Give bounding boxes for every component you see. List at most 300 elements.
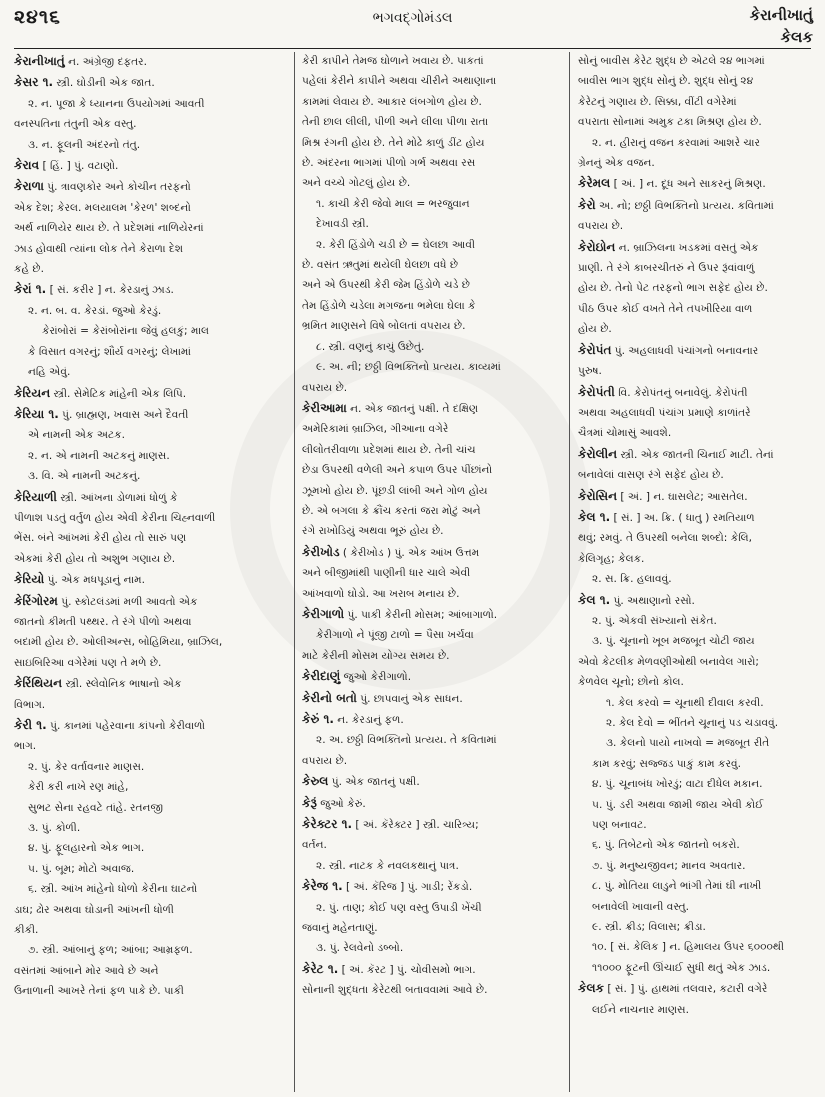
headword: કેરાળા — [14, 179, 44, 194]
entry-text: સ્ત્રી. ઘોડીની એક જાત. — [53, 77, 155, 90]
entry-line — [14, 613, 286, 632]
entry-line — [302, 605, 560, 625]
entry-text: લીલોતરીવાળા પ્રદેશમાં થાય છે. તેની ચાંચ — [302, 443, 476, 456]
entry-line — [14, 962, 286, 981]
entry-text: ૬. સ્ત્રી. આંખ માંહેનો ધોળો કેરીના ઘાટનો — [28, 883, 198, 896]
entry-text: છે. અંદરના ભાગમાં પીળો ગર્ભ અથવા રસ — [302, 157, 476, 170]
entry-text: અને બીજીમાંથી પાણીની ધાર ચાલે એવી — [302, 567, 471, 580]
entry-text: સ્ત્રી. સ્લેવોનિક ભાષાનો એક — [62, 678, 182, 691]
entry-line — [578, 134, 813, 153]
entry-line — [578, 424, 813, 443]
entry-text: વપરાતા સોનામાં અમુક ટકા મિશ્રણ હોય છે. — [578, 116, 762, 129]
entry-text: ૨. કેલ દેવો = ભીંતને ચૂનાનું પડ ચડાવવું. — [606, 717, 779, 729]
entry-line — [302, 379, 560, 398]
entry-line — [302, 710, 560, 730]
entry-text: પું. એક મધપૂડાનું નામ. — [44, 574, 145, 587]
entry-line — [302, 543, 560, 563]
entry-text: ૩. વિ. એ નામની અટકનું. — [28, 470, 141, 483]
entry-text: ૧૦. [ સં. કેલિક ] ન. હિમાલય ઉપર ૬૦૦૦થી — [592, 941, 784, 954]
entry-line — [302, 72, 560, 91]
entry-line — [578, 836, 813, 855]
entry-line — [578, 404, 813, 423]
entry-line — [14, 921, 286, 940]
entry-text: સ્ત્રી. આંખના ડોળામાં ધોળું કે — [56, 491, 178, 504]
entry-line — [302, 93, 560, 112]
entry-line — [578, 320, 813, 339]
headword: કેરાવ — [14, 158, 40, 173]
entry-line — [302, 276, 560, 295]
column-divider — [569, 52, 570, 1092]
entry-text: પીળાશ પડતું વર્તુળ હોય એવી કેરીના ચિહ્નવાળી — [14, 511, 216, 524]
entry-text: આંખવાળો ઘોડો. આ ખરાબ મનાય છે. — [302, 587, 460, 600]
entry-line — [578, 632, 813, 651]
headword: કેરિયન — [14, 385, 51, 400]
entry-line — [302, 195, 560, 214]
entry-text: ૨. અ. છઠ્ઠી વિભક્તિનો પ્રત્યય. તે કવિતામાં — [316, 734, 497, 747]
entry-line — [14, 880, 286, 899]
entry-line — [302, 815, 560, 835]
headword: કેરીનો બતો — [302, 690, 357, 705]
entry-text: [ સં. ] અ. ક્રિ. ( ધાતુ ) રમતિયાળ — [610, 511, 755, 524]
entry-text: ૮. સ્ત્રી. વણનું કાચું ઉછેતું. — [316, 340, 425, 353]
entry-text: ઝૂમખો હોય છે. પૂંછડી લાંબી અને ગોળ હોય — [302, 484, 488, 497]
entry-line — [302, 564, 560, 583]
entry-line — [14, 901, 286, 920]
entry-line — [578, 796, 813, 815]
entry-text: ૯. સ્ત્રી. ક્રીડ; વિલાસ; ક્રીડા. — [592, 921, 706, 934]
entry-text: ૨. સ. ક્રિ. હલાવવું. — [592, 573, 672, 586]
guide-word-first: કેરાનીખાતું — [749, 6, 813, 24]
entry-line — [302, 236, 560, 255]
entry-text: પું. બ્રાહ્મણ, ખવાસ અને દૈવતી — [58, 408, 189, 421]
entry-line — [14, 95, 286, 114]
entry-text: ચૈત્રમાં ચોમાસું આવશે. — [578, 427, 672, 440]
entry-text: ડાઘ; ઢોર અથવા ઘોડાની આંખની ધોળી — [14, 903, 174, 916]
entry-line — [578, 673, 813, 692]
entry-text: [ સં. કરીર ] ન. કેરડાનું ઝાડ. — [46, 284, 174, 297]
entry-line — [578, 466, 813, 485]
entry-line — [302, 939, 560, 958]
entry-text: ૨. ન. બ. વ. કેરડાં. જુઓ કેરડું. — [28, 304, 162, 317]
entry-line — [302, 441, 560, 460]
entry-line — [14, 860, 286, 879]
entry-text: ૧. કાચી કેરી જેવો માલ = ભરજુવાન — [316, 197, 470, 210]
entry-text: અ. નો; છઠ્ઠી વિભક્તિનો પ્રત્યય. કવિતામાં — [595, 199, 774, 212]
entry-text: એક દેશ; કેરલ. મલયાલમ 'કેરળ' શબ્દનો — [14, 201, 191, 214]
entry-line — [14, 570, 286, 590]
entry-line — [302, 626, 560, 645]
entry-line — [578, 529, 813, 548]
entry-line — [14, 758, 286, 777]
entry-text: રંગે રાખોડિયું અથવા ભૂરું હોય છે. — [302, 525, 444, 538]
entry-line — [14, 73, 286, 93]
entry-text: [ હિં. ] પું. વટાણો. — [39, 160, 119, 173]
entry-line — [302, 502, 560, 521]
entry-line — [302, 836, 560, 855]
entry-line — [14, 778, 286, 797]
entry-line — [14, 488, 286, 508]
entry-line — [302, 482, 560, 501]
entry-line — [302, 358, 560, 377]
entry-text: સાઇબિરિઆ વગેરેમાં પણ તે મળે છે. — [14, 656, 162, 669]
headword: કેરોસિન — [578, 488, 618, 503]
entry-text: વિ. કેરોપંતનું બનાવેલું. કેરોપંતી — [614, 386, 748, 399]
entry-text: જવાનું મહેનતાણું. — [302, 922, 378, 935]
headword: કેરિંથિયન — [14, 676, 63, 691]
entry-line — [14, 529, 286, 548]
entry-line — [578, 816, 813, 835]
entry-line — [578, 93, 813, 112]
entry-text: [ અં. કૅરેક્ટર ] સ્ત્રી. ચારિત્ર્ય; — [352, 819, 479, 832]
entry-text: ( કેરીખોડ ) પું. એક આંખ ઉત્તમ — [339, 546, 480, 559]
headword: કેરિયો — [14, 572, 45, 587]
entry-line — [302, 731, 560, 750]
entry-text: લઈને નાચનાર માણસ. — [592, 1003, 690, 1016]
entry-line — [14, 405, 286, 425]
entry-text: વર્તન. — [302, 839, 327, 852]
entry-text: ૨. સ્ત્રી. નાટક કે નવલકથાનું પાત્ર. — [316, 859, 459, 872]
headword: કેરિયાળી — [14, 489, 57, 504]
headword: કેલક — [578, 981, 605, 996]
entry-line — [578, 1001, 813, 1020]
entry-text: અથવા અહલાધવી પંચાંગ પ્રમાણે કાળાંતરે — [578, 406, 751, 419]
guide-words — [750, 4, 813, 48]
headword: કેરીખોડ — [302, 544, 340, 559]
headword: કેરેક્ટર ૧. — [302, 817, 353, 832]
entry-line — [302, 647, 560, 666]
entry-text: સ્ત્રી. એક જાતની ચિનાઈ માટી. તેનાં — [617, 448, 774, 461]
entry-line — [14, 716, 286, 736]
headword: કેરીદાણું — [302, 669, 341, 684]
entry-line — [14, 982, 286, 1001]
entry-text: ન. એક જાતનું પક્ષી. તે દક્ષિણ — [346, 402, 479, 415]
entry-line — [14, 363, 286, 382]
entry-text: [ અં. ] ન. દૂધ અને સાકરનું મિશ્રણ. — [610, 178, 766, 191]
entry-line — [302, 689, 560, 709]
entry-line — [14, 240, 286, 259]
headword: કેરેમલ — [578, 176, 611, 191]
entry-text: સોનું બાવીસ કેરેટ શુદ્ધ છે એટલે ૨૪ ભાગમાં — [578, 55, 765, 67]
entry-text: દેખાવડી સ્ત્રી. — [316, 218, 369, 231]
entry-line — [578, 570, 813, 589]
entry-text: [ અં. કૅરિજ ] પું. ગાડી; રેંકડો. — [342, 881, 473, 894]
entry-line — [14, 509, 286, 528]
entry-text: ગ્રેનનું એક વજન. — [578, 157, 655, 170]
entry-line — [302, 338, 560, 357]
entry-line — [302, 317, 560, 336]
headword: કેલ ૧. — [578, 592, 611, 607]
entry-text: ૭. સ્ત્રી. આંબાનું ફળ; આંબા; આમ્રફળ. — [28, 944, 193, 957]
entry-line — [14, 156, 286, 176]
entry-line — [578, 196, 813, 216]
headword: કેરાનીખાતું — [14, 54, 65, 68]
entry-text: ૪. પું. ફૂલહારનો એક ભાગ. — [28, 842, 145, 855]
entry-line — [302, 154, 560, 173]
entry-text: તેની છાલ લીલી, પીળી અને લીલા પીળા રાતા — [302, 116, 489, 129]
entry-line — [14, 199, 286, 218]
entry-text: કેલિગૃહ; કેલક. — [578, 552, 645, 565]
entry-line — [14, 322, 286, 341]
entry-text: ઉનાળાની આખરે તેનાં ફળ પાકે છે. પાકી — [14, 985, 184, 998]
entry-line — [578, 938, 813, 957]
entry-text: ભાગ. — [14, 740, 37, 753]
headword: કેરું ૧. — [302, 712, 334, 726]
headword: કેરોપંત — [578, 342, 612, 357]
entry-line — [578, 898, 813, 917]
entry-line — [578, 154, 813, 173]
entry-text: ૩. પું. ચૂનાનો ખૂબ મજબૂત ચોટી જાય — [592, 635, 755, 648]
entry-text: ૨. પું. કેર વર્તાવનાર માણસ. — [28, 760, 145, 773]
entry-line — [302, 461, 560, 480]
entry-line — [578, 734, 813, 753]
entry-text: જુઓ કેરીગાળો. — [340, 671, 412, 684]
entry-text: વપરાય છે. — [302, 754, 348, 767]
entry-line — [578, 445, 813, 465]
entry-line — [578, 714, 813, 733]
entry-line — [302, 256, 560, 275]
entry-text: ન. કેરડાનું ફળ. — [333, 714, 404, 726]
entry-line — [14, 280, 286, 300]
entry-line — [302, 585, 560, 604]
entry-text: ૮. પું. મોતિયા લાડુને ભાંગી તેમાં ઘી નાખી — [592, 880, 762, 893]
entry-text: નહિ એવું. — [28, 366, 71, 379]
entry-text: વસંતમાં આંબાને મોર આવે છે અને — [14, 964, 159, 977]
entry-text: કીકી. — [14, 924, 39, 937]
page-title: ભગવદ્ગોમંડલ — [372, 10, 453, 26]
entry-text: પુરુષ. — [578, 365, 602, 378]
entry-text: બદામી હોય છે. ઓલીઅન્સ, બોહિમિયા, બ્રાઝિલ, — [14, 636, 223, 649]
entry-text: કેરાંબોરાં = કેરાંબોરાંના જેવું હલકું; માલ — [42, 325, 210, 338]
entry-line — [14, 696, 286, 715]
headword: કેરાં ૧. — [14, 282, 47, 297]
entry-line — [578, 72, 813, 91]
entry-text: ૪. પું. ચૂનાબંધ ખોરડું; વાટા દીધેલ મકાન. — [592, 778, 763, 791]
entry-text: ૫. પું. ડરી અથવા જામી જાય એવી કોઈ — [592, 798, 764, 811]
entry-line — [302, 899, 560, 918]
headword: કેરી ૧. — [14, 718, 47, 732]
entry-text: વપરાય છે. — [302, 381, 348, 394]
entry-text: કેરી કાપીને તેમજ ઘોળાને ખવાય છે. પાકતાં — [302, 55, 484, 67]
entry-text: બનાવેલાં વાસણ રંગે સફેદ હોય છે. — [578, 469, 724, 482]
entry-text: બનાવેલી ખાવાની વસ્તુ. — [592, 900, 690, 913]
entry-text: ૧૧૦૦૦ ફૂટની ઊંચાઈ સુધી થતું એક ઝાડ. — [592, 961, 771, 974]
entry-text: ઝાડ હોવાથી ત્યાંના લોક તેને કેરાળા દેશ — [14, 242, 183, 255]
entry-text: પું. સ્કોટલંડમાં મળી આવતો એક — [57, 595, 198, 608]
entry-line — [14, 302, 286, 321]
entry-line — [302, 174, 560, 193]
headword: કેરીઆમા — [302, 400, 347, 415]
entry-line — [14, 654, 286, 673]
entry-text: છે. વસંત ઋતુમાં થયેલી ઘેલછા વધે છે — [302, 259, 459, 272]
headword: કેરુલ — [302, 774, 329, 789]
entry-line — [14, 737, 286, 756]
entry-line — [578, 279, 813, 298]
entry-text: તેમ હિંડોળે ચડેલા મગજના ભમેલા ઘેલા કે — [302, 299, 476, 312]
entry-text: [ અં. કૅરટ ] પું. ચોવીસમો ભાગ. — [338, 963, 476, 976]
entry-line — [578, 174, 813, 194]
entry-line — [578, 300, 813, 319]
headword: કેરોલીન — [578, 446, 618, 461]
entry-text: થવું; રમવું. તે ઉપરથી બનેલા શબ્દો: કેલિ, — [578, 532, 752, 545]
entry-text: પું. અથાણાનો રસો. — [610, 594, 695, 607]
entry-text: ૩. પું. રેલવેનો ડબ્બો. — [316, 942, 404, 955]
column-middle — [302, 52, 560, 1092]
guide-word-last: કેલક — [780, 28, 813, 46]
entry-text: જુઓ કેરું. — [316, 797, 366, 810]
entry-text: પીઠ ઉપર કોઈ વખતે તેને તપખીરિયા વાળ — [578, 302, 753, 315]
entry-text: ૨. પું. તાણ; કોઈ પણ વસ્તુ ઉપાડી ખેંચી — [316, 901, 482, 914]
entry-line — [578, 877, 813, 896]
entry-line — [14, 633, 286, 652]
entry-line — [14, 447, 286, 466]
entry-text: ૨. કેરી હિંડોળે ચડી છે = ઘેલછા આવી — [316, 238, 475, 251]
entry-text: કામ કરવું; સજ્જડ પાકું કામ કરવું. — [592, 757, 741, 770]
entry-text: અને વચ્ચે ગોટલું હોય છે. — [302, 177, 411, 190]
entry-text: [ સં. ] પું. હાથમાં તલવાર, કટારી વગેરે — [604, 983, 768, 996]
entry-text: સુભટ સેના રહવટે તાંહે. રતનજી — [28, 801, 164, 814]
entry-text: કેરીગાળો ને પૂંજી ટાળો = પૈસા ખર્ચવા — [316, 629, 474, 642]
entry-line — [14, 343, 286, 362]
entry-line — [578, 259, 813, 278]
page-header — [0, 0, 825, 48]
entry-text: એવો કેટલીક મેળવણીઓથી બનાવેલ ગારો; — [578, 655, 759, 668]
entry-line — [302, 772, 560, 792]
entry-text: ૨. પું. એકવી સંખ્યાનો સંકેત. — [592, 614, 717, 627]
header-rule — [14, 48, 811, 49]
entry-line — [578, 857, 813, 876]
entry-line — [302, 667, 560, 687]
headword: કેરૂં — [302, 795, 317, 810]
entry-text: ૯. અ. ની; છઠ્ઠી વિભક્તિનો પ્રત્યય. કાવ્યમાં — [316, 361, 501, 374]
entry-text: કે વિસાત વગરનું; શૌર્ય વગરનું; લેખામાં — [28, 345, 192, 358]
entry-line — [578, 918, 813, 937]
entry-text: પું. એક જાતનું પક્ષી. — [328, 776, 420, 789]
entry-line — [14, 467, 286, 486]
entry-line — [14, 592, 286, 612]
entry-line — [302, 857, 560, 876]
entry-text: પું. છાપવાનું એક સાધન. — [356, 692, 463, 705]
page-number: ૨૪૧૬ — [14, 6, 61, 28]
entry-text: અમેરિકામાં બ્રાઝિલ, ગીઆના વગેરે — [302, 423, 449, 436]
entry-line — [14, 799, 286, 818]
entry-text: વિભાગ. — [14, 698, 46, 711]
entry-text: ૭. પું. મનુષ્યજીવન; માનવ અવતાર. — [592, 859, 746, 872]
entry-line — [578, 113, 813, 132]
entry-line — [14, 550, 286, 569]
headword: કેરોઇોન — [578, 239, 616, 254]
entry-line — [302, 52, 560, 71]
entry-line — [578, 487, 813, 507]
entry-line — [14, 819, 286, 838]
entry-line — [578, 694, 813, 713]
entry-text: હોય છે. — [578, 323, 612, 336]
column-left — [14, 52, 286, 1092]
entry-text: પહેલાં કેરીને કાપીને અથવા ચીરીને અથાણાના — [302, 75, 497, 88]
entry-text: સોનાની શુદ્ધતા કેરેટથી બતાવવામાં આવે છે. — [302, 984, 488, 997]
entry-line — [14, 426, 286, 445]
entry-line — [14, 384, 286, 404]
entry-text: અર્થ નાળિયેર થાય છે. તે પ્રદેશમાં નાળિયેરનાં — [14, 222, 204, 235]
entry-text: જાતનો કીમતી પથ્થર. તે રંગે પીળો અથવા — [14, 615, 192, 628]
entry-text: પું. અહલાધવી પંચાંગનો બનાવનાર — [611, 344, 759, 357]
entry-text: પું. પાકી કેરીની મોસમ; આંબાગાળો. — [344, 608, 498, 621]
entry-line — [302, 522, 560, 541]
entry-line — [578, 383, 813, 403]
entry-text: પ્રાણી. તે રંગે કાબરચીતરું ને ઉપર રૂંવાંવાળું — [578, 262, 755, 275]
entry-line — [302, 113, 560, 132]
entry-text: ૫. પું. બૂમ; મોટો અવાજ. — [28, 862, 135, 875]
entry-line — [578, 341, 813, 361]
entry-line — [14, 115, 286, 134]
entry-line — [14, 260, 286, 279]
entry-text: હોય છે. તેનો પેટ તરફનો ભાગ સફેદ હોય છે. — [578, 282, 768, 295]
entry-text: કહે છે. — [14, 263, 44, 276]
entry-line — [578, 775, 813, 794]
entry-line — [578, 653, 813, 672]
entry-text: ભેંસ. બંને આંખમાં કેરી હોય તો સારું પણ — [14, 532, 187, 545]
entry-line — [578, 591, 813, 611]
entry-line — [14, 177, 286, 197]
entry-text: ૨. ન. એ નામની અટકનું માણસ. — [28, 449, 170, 462]
entry-line — [578, 362, 813, 381]
entry-text: મિશ્ર રંગની હોય છે. તેને મોઢે કાળું ડીંટ હોય — [302, 136, 485, 149]
entry-line — [302, 794, 560, 814]
entry-text: ન. બ્રાઝિલના ખડકમાં વસતું એક — [615, 241, 759, 254]
entry-line — [302, 960, 560, 980]
entry-line — [578, 52, 813, 71]
entry-line — [302, 134, 560, 153]
entry-line — [578, 612, 813, 631]
entry-line — [578, 508, 813, 528]
entry-text: [ અં. ] ન. ઘાસલેટ; આસતેલ. — [617, 490, 748, 503]
entry-text: છેડા ઉપરથી વળેલી અને કપાળ ઉપર પીંછાંનો — [302, 464, 493, 477]
entry-text: કેળવેલ ચૂનો; છોનો કોલ. — [578, 676, 684, 689]
entry-text: એકમાં કેરી હોય તો અશુભ ગણાય છે. — [14, 552, 176, 565]
headword: કેરેજ ૧. — [302, 879, 343, 894]
entry-text: વનસ્પતિના તંતુની એક વસ્તુ. — [14, 118, 137, 131]
entry-line — [302, 752, 560, 771]
entry-line — [14, 52, 286, 72]
entry-line — [578, 550, 813, 569]
entry-text: પું. ત્રાવણકોર અને કોચીન તરફનો — [43, 181, 191, 194]
entry-text: બાવીસ ભાગ શુદ્ધ સોનું છે. શુદ્ધ સોનું ૨૪ — [578, 75, 754, 88]
headword: કેરોપંતી — [578, 384, 615, 399]
entry-text: ન. અંગ્રેજી દફતર. — [64, 56, 147, 68]
entry-line — [14, 219, 286, 238]
entry-text: કેરી કરી નાખે રણ માંહે, — [28, 781, 129, 794]
entry-line — [302, 877, 560, 897]
entry-text: વપરાય છે. — [578, 220, 624, 233]
headword: કેસર ૧. — [14, 75, 54, 90]
entry-line — [302, 399, 560, 419]
entry-line — [14, 941, 286, 960]
entry-text: પણ બનાવટ. — [592, 819, 647, 832]
entry-line — [578, 755, 813, 774]
headword: કેરીગાળો — [302, 606, 345, 621]
entry-line — [302, 981, 560, 1000]
headword: કેરેટ ૧. — [302, 961, 339, 976]
entry-line — [578, 959, 813, 978]
entry-text: અને એ ઉપરથી કેરી જેમ હિંડોળે ચડે છે — [302, 279, 470, 292]
entry-text: ૨. ન. પૂજા કે ધ્યાનના ઉપયોગમાં આવતી — [28, 97, 205, 110]
entry-text: ૧. કેલ કરવો = ચૂનાથી દીવાલ કરવી. — [606, 696, 764, 709]
entry-text: ૩. કેલનો પાયો નાખવો = મજબૂત રીતે — [606, 737, 770, 750]
headword: કેરો — [578, 197, 596, 212]
entry-text: ૬. પું. તિબેટનો એક જાતનો બકરો. — [592, 839, 740, 852]
entry-line — [578, 979, 813, 999]
headword: કેલ ૧. — [578, 509, 611, 524]
entry-text: કામમાં લેવાય છે. આકાર લંબગોળ હોય છે. — [302, 95, 482, 108]
